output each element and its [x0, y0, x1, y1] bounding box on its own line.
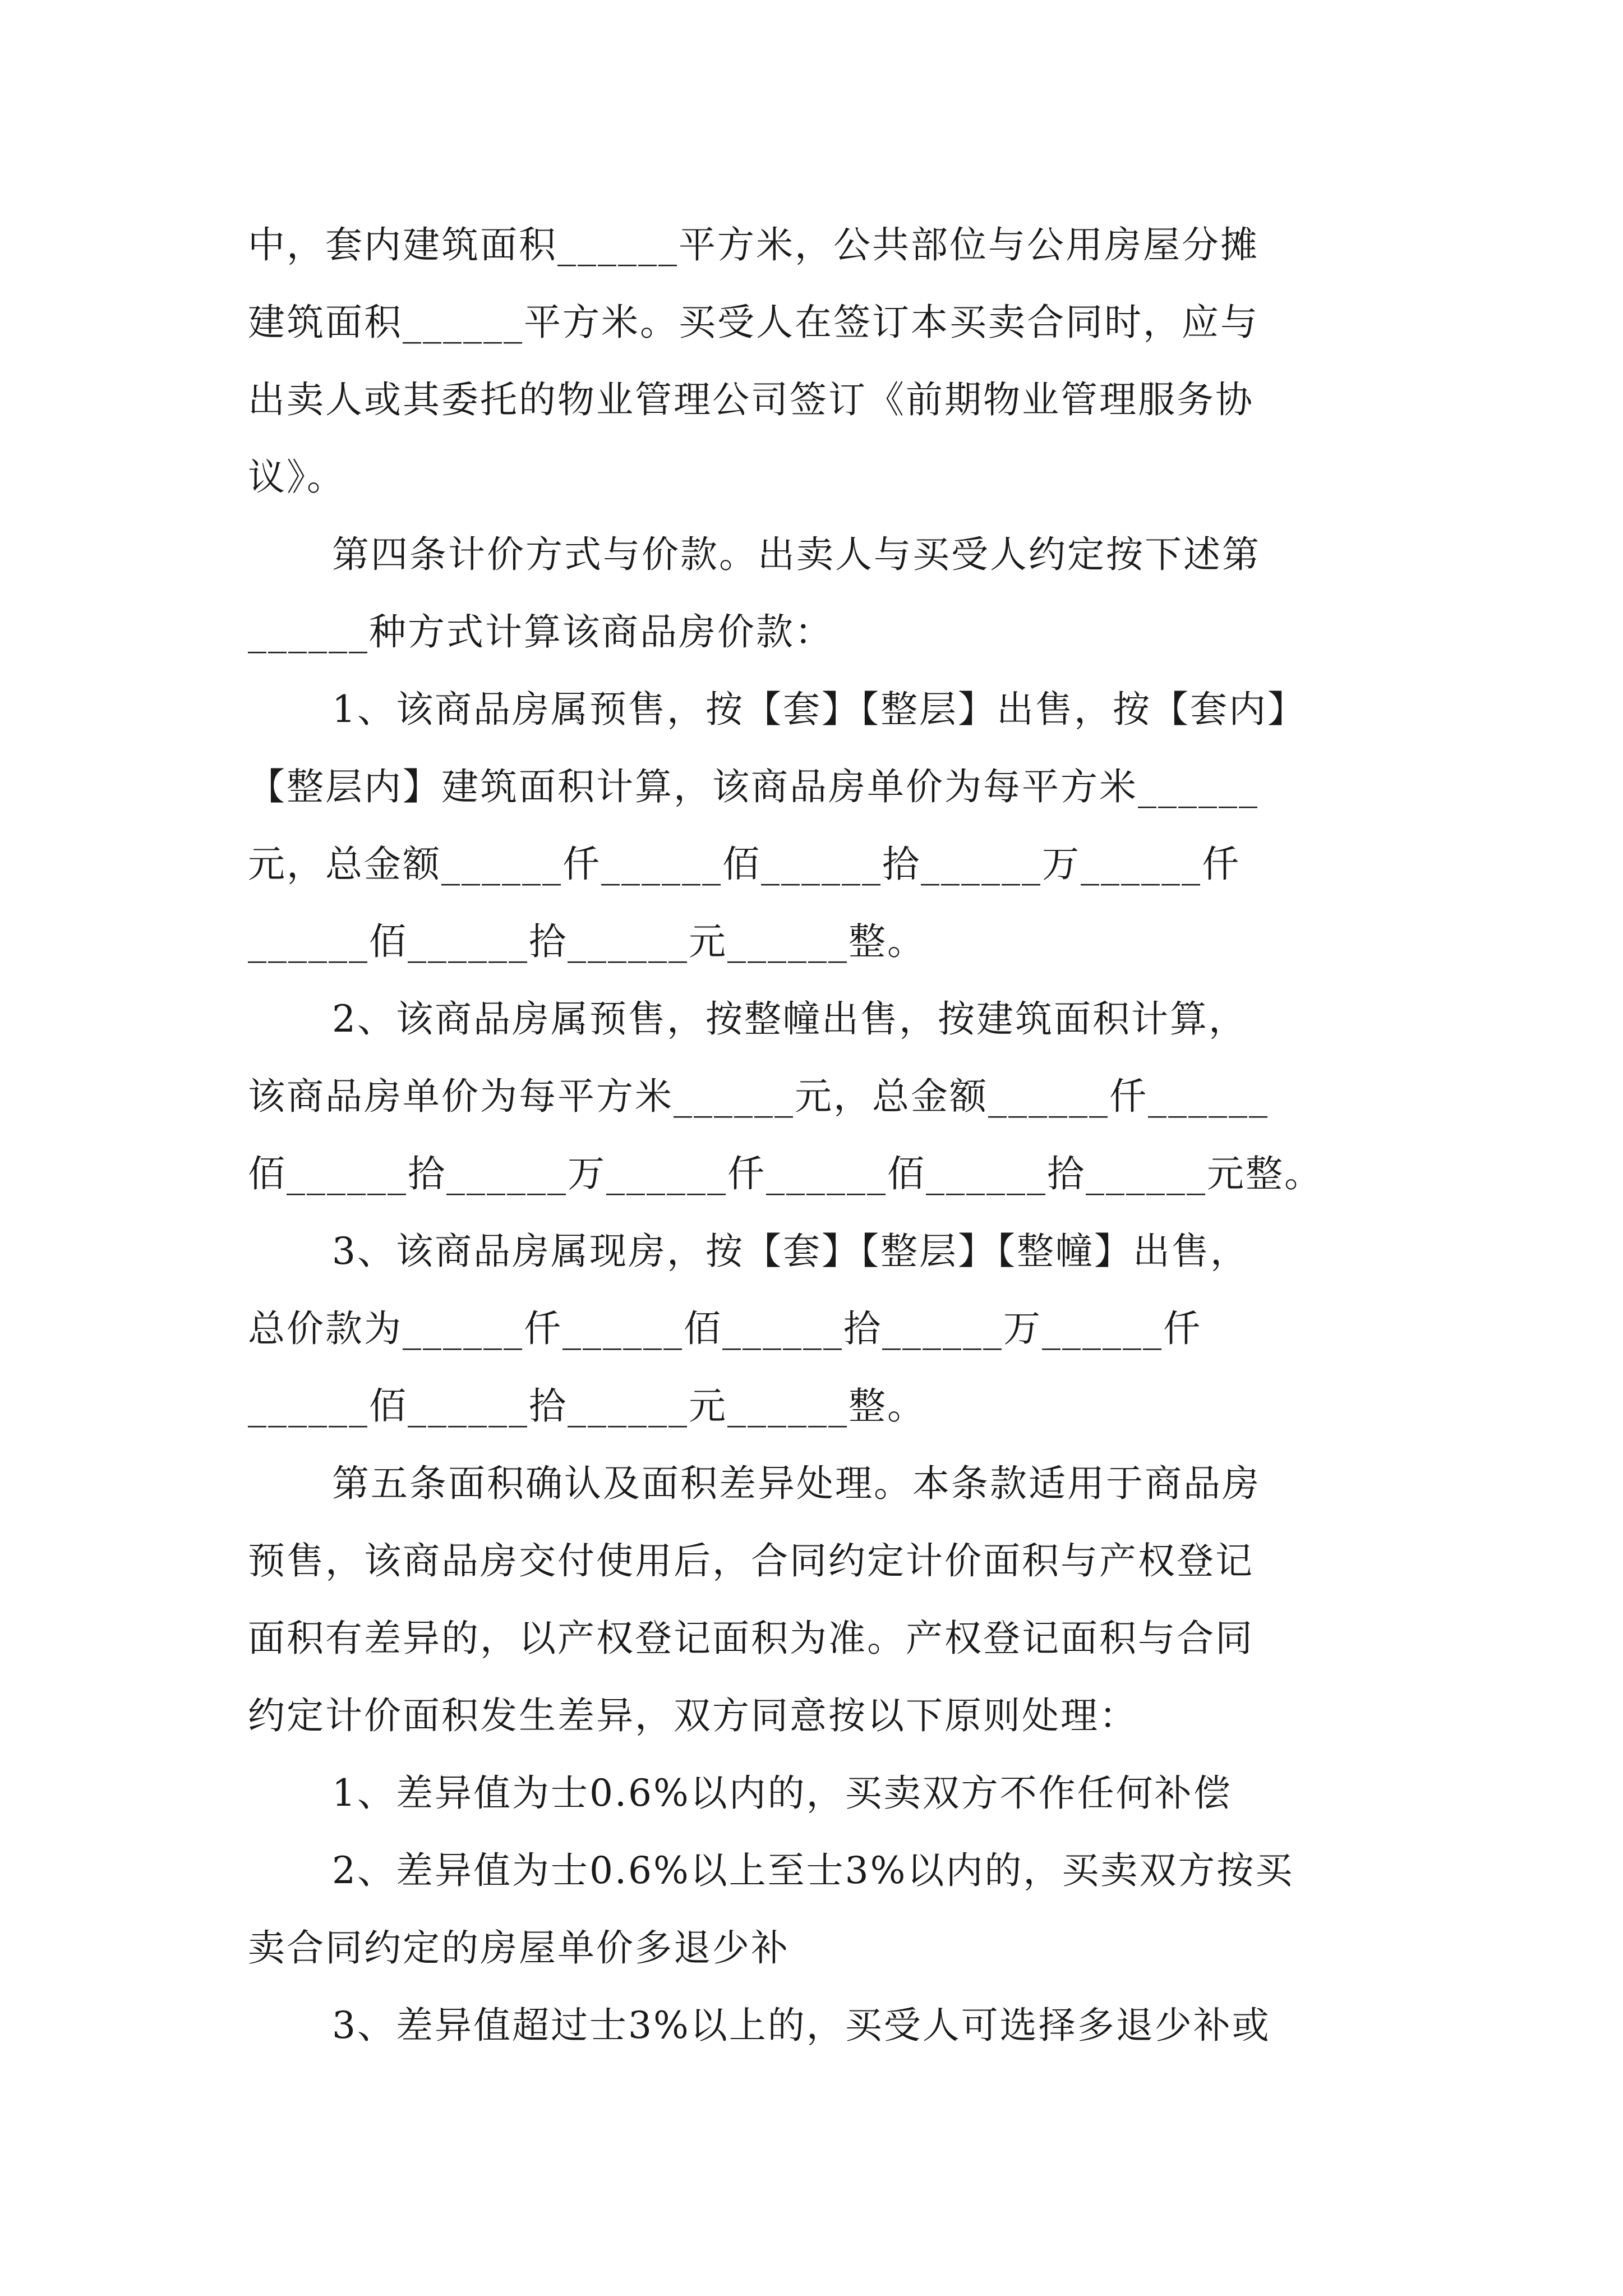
paragraph-start-line: 1、该商品房属预售，按【套】【整层】出售，按【套内】: [332, 688, 1306, 731]
text-line: 建筑面积______平方米。买受人在签订本买卖合同时，应与: [248, 301, 1259, 344]
text-line: 中，套内建筑面积______平方米，公共部位与公用房屋分摊: [248, 223, 1259, 266]
paragraph-start-line: 1、差异值为士0.6%以内的，买卖双方不作任何补偿: [332, 1772, 1232, 1815]
text-line: ______佰______拾______元______整。: [248, 1384, 926, 1428]
text-line: 约定计价面积发生差异，双方同意按以下原则处理：: [248, 1694, 1138, 1737]
text-line: 总价款为______仟______佰______拾______万______仟: [248, 1307, 1202, 1350]
paragraph-start-line: 3、该商品房属现房，按【套】【整层】【整幢】出售，: [332, 1230, 1249, 1273]
paragraph-start-line: 第五条面积确认及面积差异处理。本条款适用于商品房: [332, 1462, 1261, 1505]
text-line: 卖合同约定的房屋单价多退少补: [248, 1926, 790, 1970]
contract-body: [248, 206, 1386, 2064]
paragraph-start-line: 第四条计价方式与价款。出卖人与买受人约定按下述第: [332, 533, 1261, 576]
text-line: 议》。: [248, 455, 345, 499]
text-line: 该商品房单价为每平方米______元，总金额______仟______: [248, 1075, 1269, 1118]
text-line: ______种方式计算该商品房价款：: [248, 610, 833, 654]
paragraph-start-line: 2、该商品房属预售，按整幢出售，按建筑面积计算，: [332, 997, 1247, 1041]
text-line: 【整层内】建筑面积计算，该商品房单价为每平方米______: [248, 765, 1259, 808]
text-line: 出卖人或其委托的物业管理公司签订《前期物业管理服务协: [248, 378, 1254, 421]
text-line: ______佰______拾______元______整。: [248, 920, 926, 963]
text-line: 预售，该商品房交付使用后，合同约定计价面积与产权登记: [248, 1539, 1254, 1582]
text-line: 面积有差异的，以产权登记面积为准。产权登记面积与合同: [248, 1617, 1254, 1660]
paragraph-start-line: 2、差异值为士0.6%以上至士3%以内的，买卖双方按买: [332, 1849, 1294, 1892]
paragraph-start-line: 3、差异值超过士3%以上的，买受人可选择多退少补或: [332, 2004, 1271, 2047]
text-line: 佰______拾______万______仟______佰______拾______元整。: [248, 1152, 1323, 1195]
text-line: 元，总金额______仟______佰______拾______万______仟: [248, 843, 1241, 886]
